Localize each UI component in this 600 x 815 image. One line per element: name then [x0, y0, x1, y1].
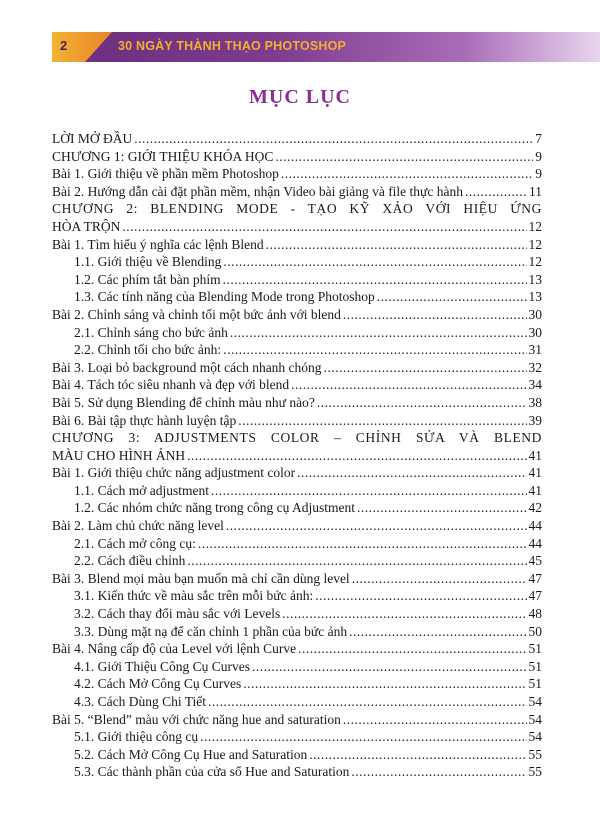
- toc-leader-dots: [198, 535, 527, 553]
- toc-entry[interactable]: [52, 130, 542, 148]
- toc-page-number: 51: [528, 658, 542, 674]
- toc-page-number: 54: [528, 729, 542, 745]
- toc-entry[interactable]: [52, 306, 542, 324]
- toc-entry[interactable]: [52, 359, 542, 377]
- toc-entry[interactable]: [52, 324, 542, 342]
- toc-leader-dots: [324, 359, 527, 377]
- toc-entry-title: 2.2. Cách điều chỉnh: [74, 553, 186, 569]
- toc-entry-title: 1.2. Các nhóm chức năng trong công cụ Adjustment: [74, 500, 356, 516]
- toc-entry-title: Bài 1. Tìm hiểu ý nghĩa các lệnh Blend: [52, 236, 264, 252]
- table-of-contents: [52, 130, 542, 781]
- toc-entry[interactable]: [52, 711, 542, 729]
- toc-leader-dots: [223, 271, 527, 289]
- toc-leader-dots: [352, 570, 527, 588]
- toc-entry[interactable]: [52, 763, 542, 781]
- toc-entry[interactable]: [52, 728, 542, 746]
- toc-leader-dots: [252, 658, 526, 676]
- toc-leader-dots: [230, 324, 527, 342]
- toc-page-number: 12: [528, 236, 542, 252]
- toc-page-number: 51: [528, 641, 542, 657]
- toc-page-number: 11: [529, 183, 542, 199]
- toc-entry-title: Bài 2. Chỉnh sáng và chỉnh tối một bức ảnh với blend: [52, 306, 341, 322]
- toc-entry[interactable]: [52, 640, 542, 658]
- toc-page-number: 13: [528, 271, 542, 287]
- toc-entry[interactable]: [52, 746, 542, 764]
- toc-entry[interactable]: [52, 165, 542, 183]
- toc-entry[interactable]: [52, 517, 542, 535]
- toc-page-number: 12: [528, 218, 542, 234]
- toc-entry[interactable]: [52, 412, 542, 430]
- toc-entry-title: 2.1. Cách mở công cụ:: [74, 535, 196, 551]
- toc-entry-title: 5.1. Giới thiệu công cụ: [74, 729, 199, 745]
- toc-entry[interactable]: [52, 535, 542, 553]
- toc-leader-dots: [377, 288, 527, 306]
- toc-leader-dots: [351, 763, 526, 781]
- toc-page-number: 54: [528, 711, 542, 727]
- toc-entry-title: Bài 3. Blend mọi màu bạn muốn mà chỉ cần dùng level: [52, 570, 350, 586]
- toc-entry-title: Bài 5. Sử dụng Blending để chỉnh màu như nào?: [52, 394, 315, 410]
- toc-leader-dots: [208, 693, 526, 711]
- toc-leader-dots: [275, 148, 533, 166]
- toc-entry[interactable]: [52, 587, 542, 605]
- toc-entry[interactable]: [52, 693, 542, 711]
- toc-leader-dots: [223, 341, 526, 359]
- toc-chapter-line: CHƯƠNG 3: ADJUSTMENTS COLOR – CHỈNH SỬA VÀ BLEND: [52, 430, 542, 446]
- toc-entry-title: 3.2. Cách thay đổi màu sắc với Levels: [74, 606, 281, 622]
- toc-entry[interactable]: [52, 288, 542, 306]
- toc-entry-title: 4.1. Giới Thiệu Công Cụ Curves: [74, 658, 251, 674]
- toc-page-number: 9: [535, 166, 542, 182]
- toc-leader-dots: [297, 464, 526, 482]
- toc-entry-title: Bài 1. Giới thiệu chức năng adjustment color: [52, 465, 296, 481]
- toc-entry[interactable]: [52, 253, 542, 271]
- toc-leader-dots: [343, 306, 527, 324]
- toc-page-number: 44: [528, 535, 542, 551]
- toc-entry[interactable]: [52, 183, 542, 201]
- toc-page-number: 12: [528, 254, 542, 270]
- toc-entry[interactable]: [52, 394, 542, 412]
- toc-entry-title: 5.3. Các thành phần của cửa sổ Hue and Saturation: [74, 764, 350, 780]
- toc-entry[interactable]: [52, 605, 542, 623]
- toc-entry[interactable]: [52, 623, 542, 641]
- toc-entry[interactable]: [52, 447, 542, 465]
- page-number: 2: [60, 38, 68, 53]
- toc-entry-title: Bài 2. Làm chủ chức năng level: [52, 518, 224, 534]
- toc-page-number: 34: [528, 377, 542, 393]
- toc-page-number: 45: [528, 553, 542, 569]
- toc-page-number: 31: [528, 342, 542, 358]
- toc-page-number: 39: [528, 412, 542, 428]
- toc-leader-dots: [134, 130, 533, 148]
- toc-entry-title: 1.3. Các tính năng của Blending Mode trong Photoshop: [74, 289, 375, 305]
- toc-page-number: 30: [528, 306, 542, 322]
- toc-page-number: 41: [528, 465, 542, 481]
- toc-page-number: 47: [528, 570, 542, 586]
- toc-entry[interactable]: [52, 236, 542, 254]
- toc-entry-title: HÒA TRỘN: [52, 218, 121, 234]
- toc-page-number: 42: [528, 500, 542, 516]
- toc-page-number: 55: [528, 746, 542, 762]
- toc-leader-dots: [465, 183, 527, 201]
- toc-entry-title: 4.2. Cách Mở Công Cụ Curves: [74, 676, 242, 692]
- toc-entry-title: 3.1. Kiến thức về màu sắc trên mỗi bức ảnh:: [74, 588, 314, 604]
- toc-entry[interactable]: [52, 658, 542, 676]
- toc-page-number: 55: [528, 764, 542, 780]
- toc-entry[interactable]: [52, 675, 542, 693]
- toc-entry[interactable]: [52, 552, 542, 570]
- toc-entry-title: 3.3. Dùng mặt nạ để căn chỉnh 1 phần của bức ảnh: [74, 623, 348, 639]
- toc-entry[interactable]: [52, 464, 542, 482]
- toc-entry-title: 5.2. Cách Mở Công Cụ Hue and Saturation: [74, 746, 308, 762]
- toc-page-number: 13: [528, 289, 542, 305]
- toc-entry-title: LỜI MỞ ĐẦU: [52, 131, 133, 146]
- toc-leader-dots: [343, 711, 527, 729]
- toc-page-number: 38: [528, 394, 542, 410]
- toc-leader-dots: [238, 412, 526, 430]
- toc-page-number: 32: [528, 359, 542, 375]
- toc-entry-title: MÀU CHO HÌNH ẢNH: [52, 447, 186, 463]
- toc-leader-dots: [282, 605, 526, 623]
- toc-leader-dots: [349, 623, 526, 641]
- toc-title: MỤC LỤC: [249, 86, 351, 108]
- toc-leader-dots: [357, 499, 526, 517]
- toc-entry-title: Bài 1. Giới thiệu về phần mềm Photoshop: [52, 166, 279, 182]
- toc-entry-title: Bài 2. Hướng dẫn cài đặt phần mềm, nhận Video bài giảng và file thực hành: [52, 183, 463, 199]
- toc-leader-dots: [226, 517, 527, 535]
- toc-entry[interactable]: [52, 376, 542, 394]
- toc-leader-dots: [315, 587, 526, 605]
- toc-leader-dots: [187, 552, 526, 570]
- toc-entry[interactable]: [52, 570, 542, 588]
- toc-page-number: 47: [528, 588, 542, 604]
- toc-entry[interactable]: [52, 499, 542, 517]
- toc-entry-title: CHƯƠNG 1: GIỚI THIỆU KHÓA HỌC: [52, 148, 274, 164]
- toc-page-number: 50: [528, 623, 542, 639]
- toc-page-number: 51: [528, 676, 542, 692]
- toc-leader-dots: [309, 746, 526, 764]
- toc-entry[interactable]: [52, 271, 542, 289]
- toc-page-number: 41: [528, 447, 542, 463]
- toc-page-number: 54: [528, 694, 542, 709]
- toc-page-number: 30: [528, 324, 542, 340]
- toc-leader-dots: [200, 728, 526, 746]
- toc-page-number: 48: [528, 606, 542, 622]
- toc-entry[interactable]: [52, 148, 542, 166]
- toc-page-number: 9: [535, 148, 542, 164]
- toc-page-number: 7: [535, 131, 542, 146]
- toc-leader-dots: [266, 236, 527, 254]
- toc-entry-title: 1.1. Giới thiệu về Blending: [74, 254, 222, 270]
- toc-entry-title: Bài 5. “Blend” màu với chức năng hue and saturation: [52, 711, 341, 727]
- toc-page-number: 41: [528, 482, 542, 498]
- toc-entry-title: Bài 4. Tách tóc siêu nhanh và đẹp với blend: [52, 377, 290, 393]
- toc-leader-dots: [122, 218, 526, 236]
- toc-entry[interactable]: [52, 482, 542, 500]
- book-title: 30 NGÀY THÀNH THẠO PHOTOSHOP: [118, 39, 347, 53]
- toc-entry-title: 2.2. Chỉnh tối cho bức ảnh:: [74, 342, 222, 358]
- page-header: [0, 32, 600, 62]
- toc-entry-title: 4.3. Cách Dùng Chi Tiết: [74, 694, 207, 709]
- toc-leader-dots: [317, 394, 527, 412]
- toc-leader-dots: [187, 447, 526, 465]
- toc-entry-title: 1.2. Các phím tắt bàn phím: [74, 271, 221, 287]
- toc-entry[interactable]: [52, 218, 542, 236]
- toc-leader-dots: [223, 253, 526, 271]
- toc-entry-title: 2.1. Chỉnh sáng cho bức ảnh: [74, 324, 228, 340]
- toc-entry-title: Bài 3. Loại bỏ background một cách nhanh chóng: [52, 359, 322, 375]
- toc-entry-title: 1.1. Cách mở adjustment: [74, 482, 209, 498]
- toc-leader-dots: [281, 165, 533, 183]
- toc-entry[interactable]: [52, 341, 542, 359]
- toc-leader-dots: [243, 675, 526, 693]
- toc-leader-dots: [211, 482, 527, 500]
- toc-chapter-line: CHƯƠNG 2: BLENDING MODE - TẠO KỸ XẢO VỚI HIỆU ỨNG: [52, 201, 542, 217]
- toc-leader-dots: [298, 640, 526, 658]
- toc-leader-dots: [291, 376, 526, 394]
- toc-entry-title: Bài 4. Nâng cấp độ của Level với lệnh Curve: [52, 641, 297, 657]
- toc-entry-title: Bài 6. Bài tập thực hành luyện tập: [52, 412, 237, 428]
- toc-page-number: 44: [528, 518, 542, 534]
